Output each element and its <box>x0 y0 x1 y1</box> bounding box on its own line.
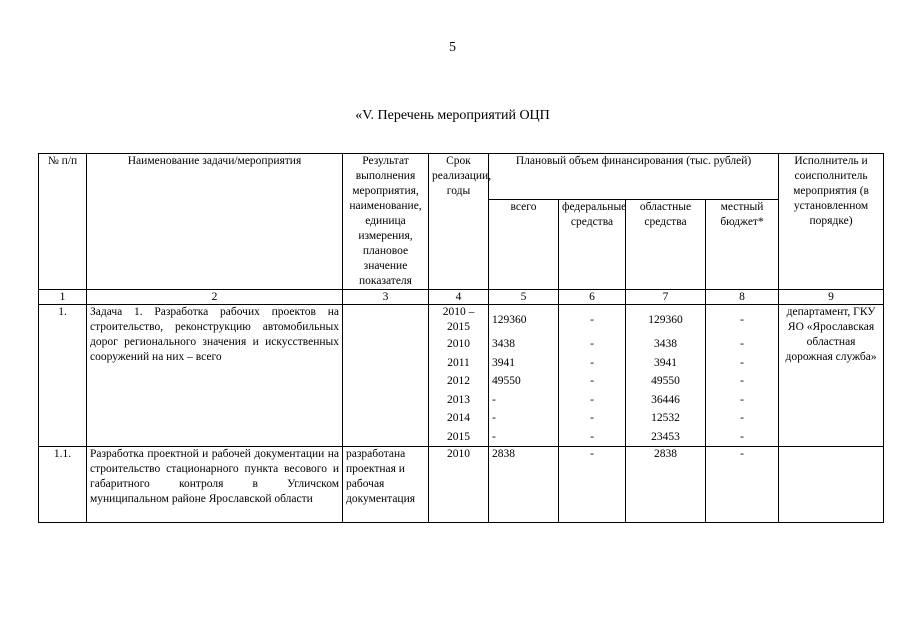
value-cell: - <box>740 412 744 424</box>
page-number: 5 <box>449 40 456 55</box>
value-cell: 49550 <box>651 375 680 387</box>
row-num: 1. <box>39 305 87 447</box>
header-funding: Плановый объем финансирования (тыс. рублей) <box>489 154 779 200</box>
value-cell: - <box>590 412 594 424</box>
header-result: Результат выполнения мероприятия, наименование, единица измерения, плановое значение показателя <box>343 154 429 290</box>
row-years <box>429 305 489 447</box>
row-result <box>343 305 429 447</box>
value-cell: - <box>492 412 496 424</box>
value-cell: - <box>492 430 496 443</box>
header-regional: областные средства <box>626 199 706 289</box>
col-number-4: 4 <box>429 290 489 305</box>
row-regional <box>626 305 706 447</box>
col-number-6: 6 <box>559 290 626 305</box>
header-name: Наименование задачи/мероприятия <box>87 154 343 290</box>
col-number-9: 9 <box>779 290 884 305</box>
value-cell: - <box>740 393 744 406</box>
value-cell: 36446 <box>651 393 680 406</box>
col-number-2: 2 <box>87 290 343 305</box>
value-cell: - <box>740 314 744 326</box>
row-executor: департамент, ГКУ ЯО «Ярославская областная дорожная служба» <box>779 305 884 447</box>
row-local: - <box>706 447 779 523</box>
value-cell: 3438 <box>492 338 515 350</box>
value-cell: 3438 <box>654 338 677 350</box>
value-cell: - <box>590 314 594 326</box>
row-executor <box>779 447 884 523</box>
year-cell: 2012 <box>447 375 470 387</box>
value-cell: - <box>740 375 744 387</box>
column-numbers-row <box>39 290 884 305</box>
col-number-1: 1 <box>39 290 87 305</box>
header-row-1 <box>39 154 884 200</box>
row-regional: 2838 <box>626 447 706 523</box>
year-cell: 2014 <box>447 412 470 424</box>
value-cell: 12532 <box>651 412 680 424</box>
value-cell: 49550 <box>492 375 521 387</box>
value-cell: - <box>740 338 744 350</box>
header-total: всего <box>489 199 559 289</box>
table-row <box>39 305 884 447</box>
value-cell: - <box>590 356 594 369</box>
col-number-8: 8 <box>706 290 779 305</box>
value-cell: 129360 <box>492 314 527 326</box>
row-name: Разработка проектной и рабочей документации на строительство стационарного пункта весового и габаритного контроля в Угличском муниципальном районе Ярославской области <box>87 447 343 523</box>
value-cell: - <box>740 356 744 369</box>
section-title: «V. Перечень мероприятий ОЦП <box>355 108 550 123</box>
col-number-7: 7 <box>626 290 706 305</box>
col-number-5: 5 <box>489 290 559 305</box>
row-federal <box>559 305 626 447</box>
row-years: 2010 <box>429 447 489 523</box>
year-cell: 2011 <box>447 356 470 369</box>
header-federal: федеральные средства <box>559 199 626 289</box>
year-cell: 2013 <box>447 393 470 406</box>
value-cell: - <box>590 338 594 350</box>
year-cell: 2015 <box>447 430 470 443</box>
value-cell: 23453 <box>651 430 680 443</box>
row-num: 1.1. <box>39 447 87 523</box>
row-name: Задача 1. Разработка рабочих проектов на строительство, реконструкцию автомобильных дорог регионального значения и искусственных сооружений на них – всего <box>87 305 343 447</box>
value-cell: - <box>590 430 594 443</box>
value-cell: - <box>590 393 594 406</box>
header-num: № п/п <box>39 154 87 290</box>
header-period: Срок реализации, годы <box>429 154 489 290</box>
row-local <box>706 305 779 447</box>
value-cell: - <box>740 430 744 443</box>
value-cell: 129360 <box>648 314 683 326</box>
header-local: местный бюджет* <box>706 199 779 289</box>
activities-table <box>38 153 884 523</box>
table-row <box>39 447 884 523</box>
value-cell: - <box>590 375 594 387</box>
value-cell: - <box>492 393 496 406</box>
row-result: разработана проектная и рабочая документация <box>343 447 429 523</box>
header-executor: Исполнитель и соисполнитель мероприятия (в установленном порядке) <box>779 154 884 290</box>
year-cell: 2010 <box>447 338 470 350</box>
row-total <box>489 305 559 447</box>
year-cell: 2010 – 2015 <box>442 306 475 333</box>
value-cell: 3941 <box>492 356 515 369</box>
row-total: 2838 <box>489 447 559 523</box>
row-federal: - <box>559 447 626 523</box>
col-number-3: 3 <box>343 290 429 305</box>
value-cell: 3941 <box>654 356 677 369</box>
